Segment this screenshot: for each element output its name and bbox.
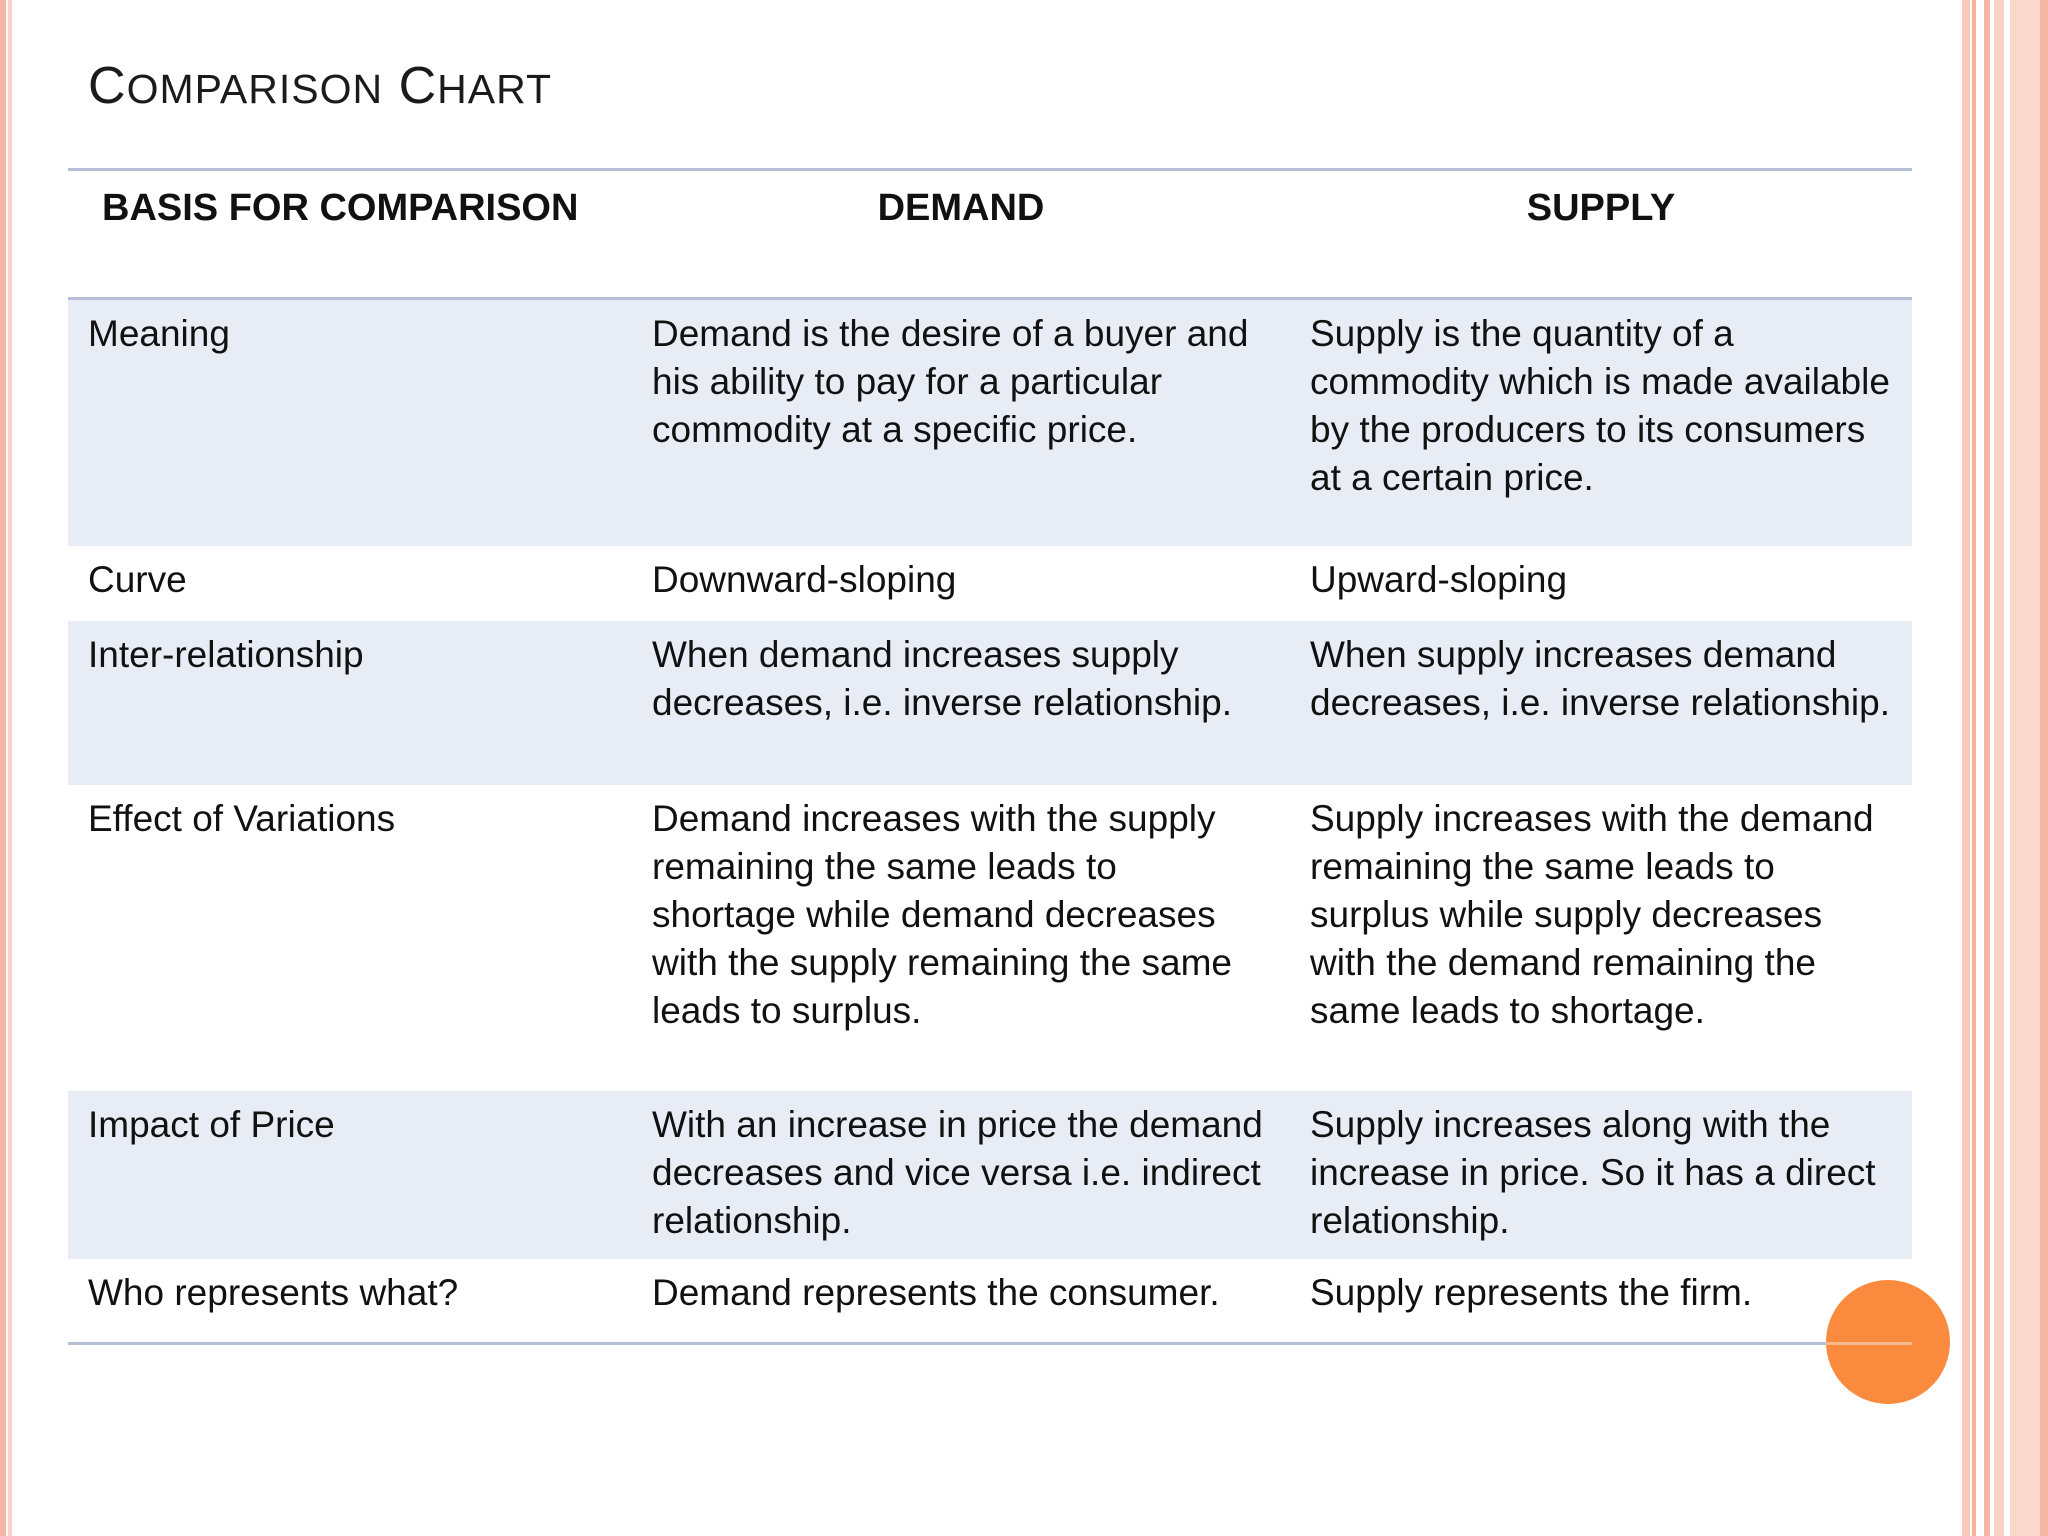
comparison-table-container [68,168,1912,1368]
left-decorative-stripe [0,0,6,1536]
header-supply: SUPPLY [1290,171,1912,299]
right-decorative-stripe [1972,0,1976,1536]
cell-supply: When supply increases demand decreases, i.e. inverse relationship. [1290,621,1912,785]
cell-basis: Who represents what? [68,1259,632,1368]
right-decorative-stripe [2040,0,2048,1536]
cell-demand: With an increase in price the demand decreases and vice versa i.e. indirect relationship. [632,1091,1290,1259]
cell-basis: Effect of Variations [68,785,632,1091]
cell-supply: Upward-sloping [1290,546,1912,621]
table-row [68,785,1912,1091]
cell-basis: Inter-relationship [68,621,632,785]
slide-title [88,56,552,116]
cell-demand: Demand represents the consumer. [632,1259,1290,1368]
cell-supply: Supply increases with the demand remaining the same leads to surplus while supply decreases with the demand remaining the same leads to shortage. [1290,785,1912,1091]
cell-demand: When demand increases supply decreases, i.e. inverse relationship. [632,621,1290,785]
right-decorative-stripe [1994,0,2004,1536]
table-row [68,546,1912,621]
comparison-table [68,171,1912,1368]
table-bottom-rule [68,1342,1912,1345]
table-row [68,621,1912,785]
circle-rule-overlay [1826,1342,1912,1345]
cell-supply: Supply represents the firm. [1290,1259,1912,1368]
cell-basis: Curve [68,546,632,621]
table-header-row [68,171,1912,299]
table-row [68,1259,1912,1368]
header-demand: DEMAND [632,171,1290,299]
cell-supply: Supply increases along with the increase in price. So it has a direct relationship. [1290,1091,1912,1259]
cell-supply: Supply is the quantity of a commodity which is made available by the producers to its consumers at a certain price. [1290,299,1912,547]
cell-basis: Impact of Price [68,1091,632,1259]
right-decorative-stripe [2010,0,2040,1536]
right-decorative-stripe [1984,0,1990,1536]
table-row [68,1091,1912,1259]
cell-basis: Meaning [68,299,632,547]
cell-demand: Demand is the desire of a buyer and his ability to pay for a particular commodity at a specific price. [632,299,1290,547]
header-basis: BASIS FOR COMPARISON [68,171,632,299]
cell-demand: Downward-sloping [632,546,1290,621]
left-decorative-stripe-inner [8,0,12,1536]
title-text: COMPARISON CHART [88,57,552,115]
cell-demand: Demand increases with the supply remaining the same leads to shortage while demand decreases with the supply remaining the same leads to surplus. [632,785,1290,1091]
right-decorative-stripe [1962,0,1970,1536]
table-row [68,299,1912,547]
